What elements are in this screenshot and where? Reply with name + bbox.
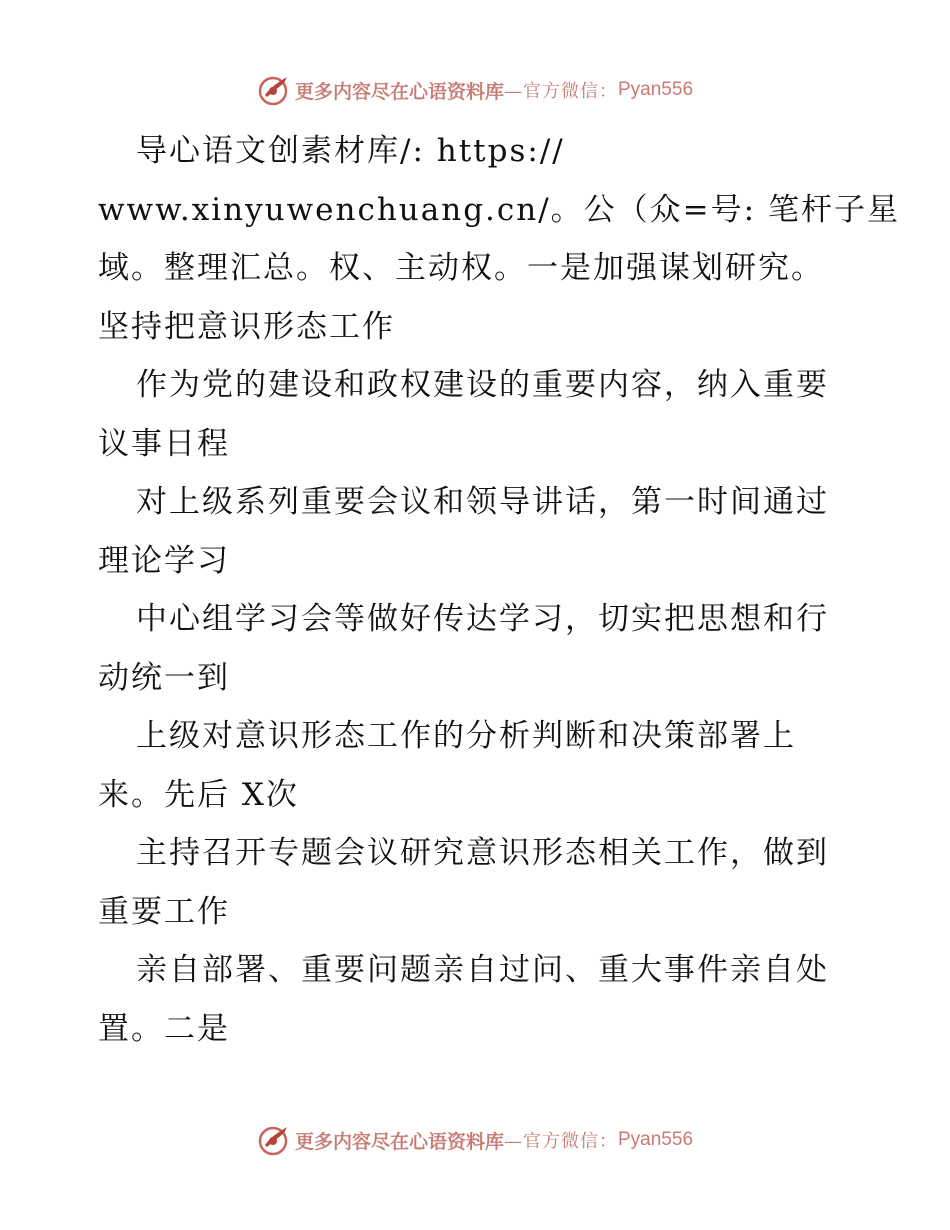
text-line: 中心组学习会等做好传达学习，切实把思想和行 xyxy=(136,601,829,637)
header-watermark xyxy=(0,70,950,110)
text-line: 动统一到 xyxy=(98,659,230,696)
text-line: 主持召开专题会议研究意识形态相关工作，做到 xyxy=(136,835,829,871)
text-line: 重要工作 xyxy=(98,893,230,930)
watermark-wechat-label: —官方微信： xyxy=(504,81,618,102)
text-line: 置。二是 xyxy=(98,1010,230,1047)
watermark-wechat-id: Pyan556 xyxy=(618,79,694,100)
text-line: 坚持把意识形态工作 xyxy=(98,308,395,345)
text-line: 域。整理汇总。权、主动权。一是加强谋划研究。 xyxy=(98,250,824,286)
text-line: 理论学习 xyxy=(98,542,230,579)
watermark-wechat-id: Pyan556 xyxy=(618,1129,694,1150)
document-body xyxy=(98,122,900,1058)
text-line: 作为党的建设和政权建设的重要内容，纳入重要 xyxy=(136,367,829,403)
watermark-text: 更多内容尽在心语资料库 xyxy=(294,80,504,103)
footer-watermark xyxy=(0,1120,950,1160)
text-line: 对上级系列重要会议和领导讲话，第一时间通过 xyxy=(136,484,829,520)
text-line: 议事日程 xyxy=(98,425,230,462)
pen-logo-icon xyxy=(257,73,291,107)
watermark-wechat-label: —官方微信： xyxy=(504,1131,618,1152)
text-line: www.xinyuwenchuang.cn/。公（众=号: 笔杆子星 xyxy=(98,191,900,228)
text-line: 亲自部署、重要问题亲自过问、重大事件亲自处 xyxy=(136,952,829,988)
text-line: 导心语文创素材库/: https:// xyxy=(136,133,565,169)
text-line: 来。先后 X次 xyxy=(98,776,299,813)
watermark-text: 更多内容尽在心语资料库 xyxy=(294,1130,504,1153)
text-line: 上级对意识形态工作的分析判断和决策部署上 xyxy=(136,718,796,754)
pen-logo-icon xyxy=(257,1123,291,1157)
